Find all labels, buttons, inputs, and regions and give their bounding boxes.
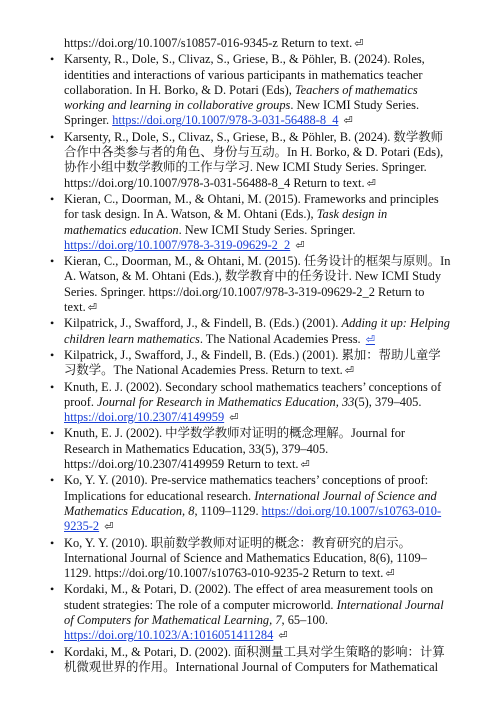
- reference-item: • Kordaki, M., & Potari, D. (2002). 面积测量工具对学生策略的影响：计算机微观世界的作用。International Journal of Computers for Mathematical: [64, 645, 452, 676]
- return-icon[interactable]: ⏎: [365, 333, 375, 346]
- return-icon[interactable]: ⏎: [229, 412, 239, 425]
- reference-item: • Kieran, C., Doorman, M., & Ohtani, M. (2015). 任务设计的框架与原则。In A. Watson, & M. Ohtani (Eds.), 数学教育中的任务设计. New ICMI Study Series. Springer. https://doi.org/10.1007/978-3-319-09629-2_2 Return to text. ⏎: [64, 254, 452, 316]
- reference-item: • Kordaki, M., & Potari, D. (2002). The effect of area measurement tools on student strategies: The role of a computer microworld. International Journal of Computers for Mathematical Learning, 7, 65–100. https://doi.org/10.1023/A:1016051411284 ⏎: [64, 582, 452, 644]
- doi-link[interactable]: https://doi.org/10.2307/4149959: [64, 410, 225, 425]
- reference-item: • Knuth, E. J. (2002). 中学数学教师对证明的概念理解。Journal for Research in Mathematics Education, 33(5), 379–405. https://doi.org/10.2307/4149959 Return to text. ⏎: [64, 426, 452, 473]
- return-icon[interactable]: ⏎: [366, 177, 376, 190]
- return-icon[interactable]: ⏎: [344, 365, 354, 378]
- reference-item: • Karsenty, R., Dole, S., Clivaz, S., Griese, B., & Pöhler, B. (2024). 数学教师合作中各类参与者的角色、身份与互动。In H. Borko, & D. Potari (Eds), 协作小组中数学教师的工作与学习. New ICMI Study Series. Springer. https://doi.org/10.1007/978-3-031-56488-8_4 Return to text. ⏎: [64, 130, 452, 192]
- continuation-line: [64, 36, 452, 52]
- return-icon[interactable]: ⏎: [104, 521, 114, 534]
- reference-item: • Knuth, E. J. (2002). Secondary school mathematics teachers’ conceptions of proof. Journal for Research in Mathematics Education, 33(5), 379–405. https://doi.org/10.2307/4149959 ⏎: [64, 380, 452, 427]
- continuation-text: https://doi.org/10.1007/s10857-016-9345-z Return to text.: [64, 36, 353, 50]
- reference-item: • Kieran, C., Doorman, M., & Ohtani, M. (2015). Frameworks and principles for task design. In A. Watson, & M. Ohtani (Eds.), Task design in mathematics education. New ICMI Study Series. Springer. https://doi.org/10.1007/978-3-319-09629-2_2 ⏎: [64, 192, 452, 254]
- doi-link[interactable]: https://doi.org/10.1007/978-3-031-56488-8_4: [112, 113, 339, 128]
- return-icon[interactable]: ⏎: [343, 115, 353, 128]
- reference-item: • Kilpatrick, J., Swafford, J., & Findell, B. (Eds.) (2001). 累加：帮助儿童学习数学。The National Academies Press. Return to text. ⏎: [64, 348, 452, 380]
- reference-list: [64, 52, 452, 675]
- return-icon[interactable]: ⏎: [354, 38, 364, 50]
- return-icon[interactable]: ⏎: [385, 568, 395, 581]
- doi-link[interactable]: https://doi.org/10.1023/A:1016051411284: [64, 628, 274, 643]
- reference-item: • Kilpatrick, J., Swafford, J., & Findell, B. (Eds.) (2001). Adding it up: Helping children learn mathematics. The National Academies Press. ⏎: [64, 316, 452, 348]
- reference-item: • Karsenty, R., Dole, S., Clivaz, S., Griese, B., & Pöhler, B. (2024). Roles, identities and interactions of various participants in mathematics teacher collaboration. In H. Borko, & D. Potari (Eds), Teachers of mathematics working and learning in collaborative groups. New ICMI Study Series. Springer. https://doi.org/10.1007/978-3-031-56488-8_4 ⏎: [64, 52, 452, 129]
- doi-link[interactable]: https://doi.org/10.1007/978-3-319-09629-2_2: [64, 237, 291, 252]
- reference-item: • Ko, Y. Y. (2010). Pre-service mathematics teachers’ conceptions of proof: Implications for educational research. International Journal of Science and Mathematics Education, 8, 1109–1129. https://doi.org/10.1007/s10763-010-9235-2 ⏎: [64, 473, 452, 535]
- return-icon[interactable]: ⏎: [300, 459, 310, 472]
- doi-link[interactable]: https://doi.org/10.1007/s10763-010-9235-2: [64, 503, 442, 534]
- return-icon[interactable]: ⏎: [278, 630, 288, 643]
- return-icon[interactable]: ⏎: [87, 302, 97, 315]
- return-icon[interactable]: ⏎: [295, 239, 305, 252]
- reference-item: • Ko, Y. Y. (2010). 职前数学教师对证明的概念：教育研究的启示。International Journal of Science and Mathematics Education, 8(6), 1109–1129. https://doi.org/10.1007/s10763-010-9235-2 Return to text. ⏎: [64, 536, 452, 583]
